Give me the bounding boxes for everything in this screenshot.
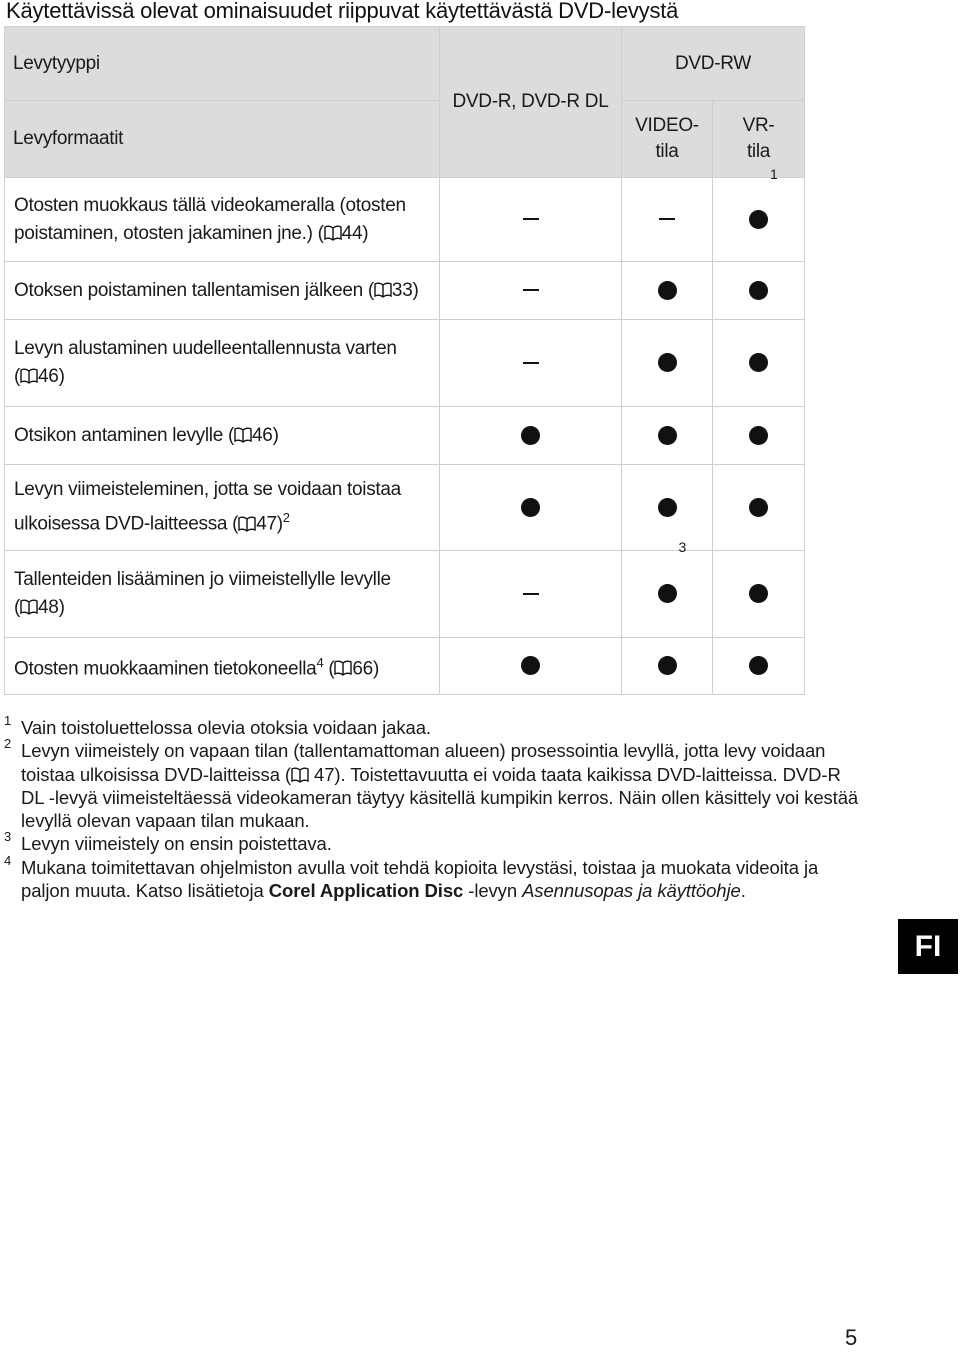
feature-text: Otoksen poistaminen tallentamisen jälkeen ( <box>14 279 374 301</box>
feature-text: poistaminen, otosten jakaminen jne.) ( <box>14 222 324 244</box>
available-dot <box>658 281 677 300</box>
mark-cell-dvdr <box>440 262 622 320</box>
page-ref: 46 <box>252 424 273 446</box>
available-dot <box>658 498 677 517</box>
mark-cell-video <box>622 638 713 695</box>
not-available-dash <box>523 289 539 291</box>
footnote <box>4 852 864 903</box>
feature-text: Otosten muokkaaminen tietokoneella <box>14 658 317 680</box>
page-ref: 47 <box>314 763 335 785</box>
footnote-text: Levyn viimeistely on vapaan tilan (tallentamattoman alueen) prosessointia levyllä, jotta levy voidaan toistaa ulkoisissa DVD-laitteissa ( <box>21 740 826 785</box>
book-icon <box>334 660 352 676</box>
header-video-mode <box>622 101 713 178</box>
feature-cell <box>5 638 440 695</box>
mark-cell-video <box>622 320 713 407</box>
footnote <box>4 713 864 739</box>
available-dot <box>749 281 768 300</box>
feature-text: Levyn viimeisteleminen, jotta se voidaan toistaa <box>14 479 401 501</box>
feature-text: ) <box>58 366 65 387</box>
feature-cell <box>5 407 440 465</box>
table-row <box>5 407 805 465</box>
header-vr-mode <box>713 101 805 178</box>
feature-text: Otosten muokkaus tällä videokameralla (otosten <box>14 194 406 216</box>
footnote-text: Vain toistoluettelossa olevia otoksia voidaan jakaa. <box>21 717 431 738</box>
mark-cell-vr <box>713 465 805 551</box>
footnotes <box>4 713 864 902</box>
table-row <box>5 178 805 262</box>
footnote-number: 3 <box>4 829 12 845</box>
page-ref: 47 <box>256 513 277 535</box>
table-row <box>5 638 805 695</box>
mark-cell-video <box>622 178 713 262</box>
mark-cell-video <box>622 539 713 638</box>
vr-mode-line1: VR- <box>742 115 775 136</box>
video-mode-line2: tila <box>655 141 679 162</box>
page-ref: 46 <box>38 366 59 387</box>
language-tab: FI <box>898 919 958 974</box>
page-number: 5 <box>845 1325 858 1350</box>
footnote-text: Levyn viimeistely on ensin poistettava. <box>21 833 332 855</box>
not-available-dash <box>523 593 539 595</box>
software-name: Corel Application Disc <box>268 880 464 902</box>
mark-cell-dvdr <box>440 465 622 551</box>
available-dot <box>749 584 768 603</box>
book-icon <box>238 516 256 532</box>
mark-cell-vr <box>713 407 805 465</box>
header-dvdrw: DVD-RW <box>622 27 805 101</box>
vr-mode-line2: tila <box>746 141 771 162</box>
mark-cell-vr <box>713 166 805 262</box>
feature-text: ulkoisessa DVD-laitteessa ( <box>14 513 239 535</box>
footnote-number: 2 <box>4 736 12 752</box>
mark-cell-vr <box>713 320 805 407</box>
feature-table <box>4 26 805 695</box>
available-dot <box>521 656 540 675</box>
footnote-text: Mukana toimitettavan ohjelmiston avulla voit tehdä kopioita levystäsi, toistaa ja muokata videoita ja paljon muuta. Katso lisätietoja <box>21 856 819 902</box>
header-dvdr: DVD-R, DVD-R DL <box>440 27 622 178</box>
mark-cell-dvdr <box>440 407 622 465</box>
feature-text: Otsikon antaminen levylle ( <box>14 424 235 446</box>
feature-text: ( <box>323 658 335 680</box>
page-ref: 66 <box>352 658 373 680</box>
feature-cell <box>5 320 440 407</box>
footnote <box>4 736 864 832</box>
feature-text: ( <box>14 366 21 387</box>
mark-cell-dvdr <box>440 320 622 407</box>
mark-cell-video <box>622 465 713 551</box>
feature-text: Levyn alustaminen uudelleentallennusta varten <box>14 338 397 359</box>
table-row <box>5 465 805 551</box>
available-dot <box>658 656 677 675</box>
footnote-number: 1 <box>4 713 12 728</box>
footnote-ref: 1 <box>770 166 778 182</box>
feature-text: ) <box>58 597 65 618</box>
feature-text: ) <box>412 279 419 301</box>
mark-cell-vr <box>713 551 805 638</box>
page-title: Käytettävissä olevat ominaisuudet riippuvat käytettävästä DVD-levystä <box>6 0 679 23</box>
book-icon <box>20 368 38 384</box>
mark-cell-video <box>622 262 713 320</box>
footnote <box>4 829 864 855</box>
table-row <box>5 551 805 638</box>
feature-text: ) <box>272 424 279 446</box>
manual-title: Asennusopas ja käyttöohje <box>522 880 741 902</box>
not-available-dash <box>659 218 675 220</box>
feature-text: ) <box>362 222 369 244</box>
footnote-text: ). Toistettavuutta ei voida taata kaikissa DVD-laitteissa. DVD-R DL -levyä viimeisteltäessä videokameran täytyy käsitellä kumpikin kerros. Näin ollen käsittely voi kestää levyllä olevan vapaan tilan mukaan. <box>21 763 859 832</box>
available-dot <box>749 498 768 517</box>
mark-cell-dvdr <box>440 638 622 695</box>
header-disc-format: Levyformaatit <box>5 101 440 178</box>
available-dot <box>658 426 677 445</box>
feature-text: ) <box>276 513 283 535</box>
available-dot <box>749 656 768 675</box>
page-ref: 33 <box>391 279 413 301</box>
feature-text: ( <box>14 597 21 618</box>
feature-cell <box>5 551 440 638</box>
header-disc-type: Levytyyppi <box>5 27 440 101</box>
page-ref: 48 <box>38 597 59 618</box>
mark-cell-dvdr <box>440 551 622 638</box>
available-dot <box>749 210 768 229</box>
footnote-number: 4 <box>4 852 12 868</box>
footnote-ref: 4 <box>316 654 324 670</box>
feature-text: ) <box>372 658 379 680</box>
book-icon <box>324 225 342 241</box>
feature-cell <box>5 465 440 551</box>
feature-cell <box>5 178 440 262</box>
available-dot <box>749 353 768 372</box>
book-icon <box>234 427 252 443</box>
table-row <box>5 262 805 320</box>
available-dot <box>521 426 540 445</box>
available-dot <box>521 498 540 517</box>
video-mode-line1: VIDEO- <box>635 115 699 136</box>
mark-cell-vr <box>713 262 805 320</box>
available-dot <box>658 353 677 372</box>
footnote-text: . <box>740 880 746 902</box>
mark-cell-vr <box>713 638 805 695</box>
footnote-ref: 2 <box>282 510 290 526</box>
footnote-text: -levyn <box>463 880 523 902</box>
mark-cell-dvdr <box>440 178 622 262</box>
book-icon <box>291 767 309 783</box>
mark-cell-video <box>622 407 713 465</box>
not-available-dash <box>523 362 539 364</box>
feature-text: Tallenteiden lisääminen jo viimeistellylle levylle <box>14 569 391 590</box>
feature-cell <box>5 262 440 320</box>
footnote-ref: 3 <box>678 539 686 555</box>
page-ref: 44 <box>341 222 363 244</box>
book-icon <box>374 282 392 298</box>
available-dot <box>749 426 768 445</box>
not-available-dash <box>523 218 539 220</box>
book-icon <box>20 599 38 615</box>
available-dot <box>658 584 677 603</box>
table-row <box>5 320 805 407</box>
